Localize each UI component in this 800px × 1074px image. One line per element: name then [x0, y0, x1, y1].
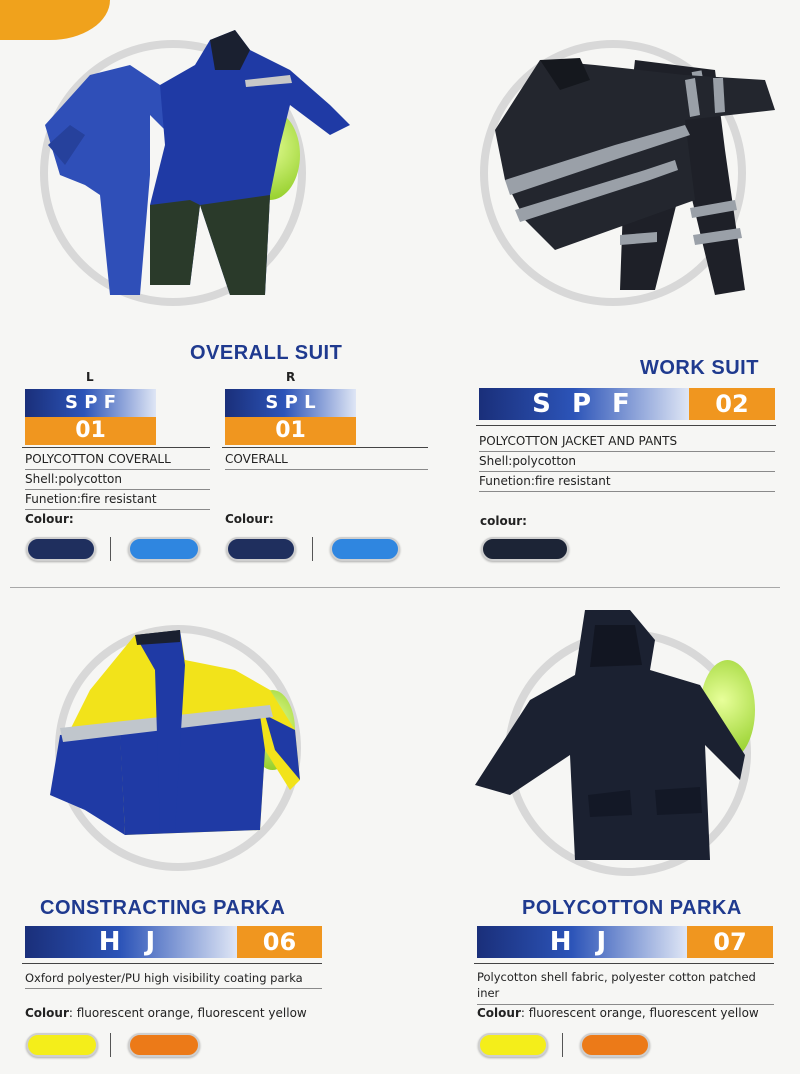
product-number-02: 02	[689, 388, 775, 420]
overall-suit-title: OVERALL SUIT	[190, 342, 343, 364]
product-number-07: 07	[687, 926, 773, 958]
colour-swatch-fluorescent-yellow	[26, 1033, 98, 1057]
colour-label: Colour:	[25, 512, 74, 526]
colour-label: Colour:	[225, 512, 274, 526]
product-code-spf: S P F	[25, 389, 156, 417]
colour-label: colour:	[480, 514, 527, 528]
spec-line: Funetion:fire resistant	[25, 490, 210, 510]
colour-swatch-dark-navy	[481, 537, 569, 561]
spec-line: Shell:polycotton	[25, 470, 210, 490]
spec-line: Polycotton shell fabric, polyester cotton patched iner	[477, 969, 774, 1005]
product-number-06: 06	[237, 926, 322, 958]
work-suit-title: WORK SUIT	[640, 357, 759, 379]
section-divider	[10, 587, 780, 588]
product-code-spl: S P L	[225, 389, 356, 417]
product-number-01: 01	[225, 417, 356, 445]
colour-description: Colour: fluorescent orange, fluorescent yellow	[25, 1006, 307, 1020]
spec-line: Shell:polycotton	[479, 452, 775, 472]
constracting-parka-title: CONSTRACTING PARKA	[40, 897, 286, 919]
colour-swatch-fluorescent-yellow	[478, 1033, 548, 1057]
size-label-l: L	[86, 370, 94, 384]
spec-line: Oxford polyester/PU high visibility coating parka	[25, 969, 322, 989]
spec-line: COVERALL	[225, 450, 428, 470]
spec-line: Funetion:fire resistant	[479, 472, 775, 492]
product-code-hj: H J	[477, 926, 687, 958]
colour-swatch-royal-blue	[128, 537, 200, 561]
colour-swatch-navy	[226, 537, 296, 561]
polycotton-parka-title: POLYCOTTON PARKA	[522, 897, 742, 919]
colour-description: Colour: fluorescent orange, fluorescent yellow	[477, 1006, 759, 1020]
product-code-spf: S P F	[479, 388, 689, 420]
product-number-01: 01	[25, 417, 156, 445]
colour-swatch-fluorescent-orange	[128, 1033, 200, 1057]
spec-line: POLYCOTTON COVERALL	[25, 450, 210, 470]
spec-line: POLYCOTTON JACKET AND PANTS	[479, 432, 775, 452]
product-code-hj: H J	[25, 926, 237, 958]
size-label-r: R	[286, 370, 296, 384]
colour-swatch-navy	[26, 537, 96, 561]
colour-swatch-fluorescent-orange	[580, 1033, 650, 1057]
colour-swatch-royal-blue	[330, 537, 400, 561]
